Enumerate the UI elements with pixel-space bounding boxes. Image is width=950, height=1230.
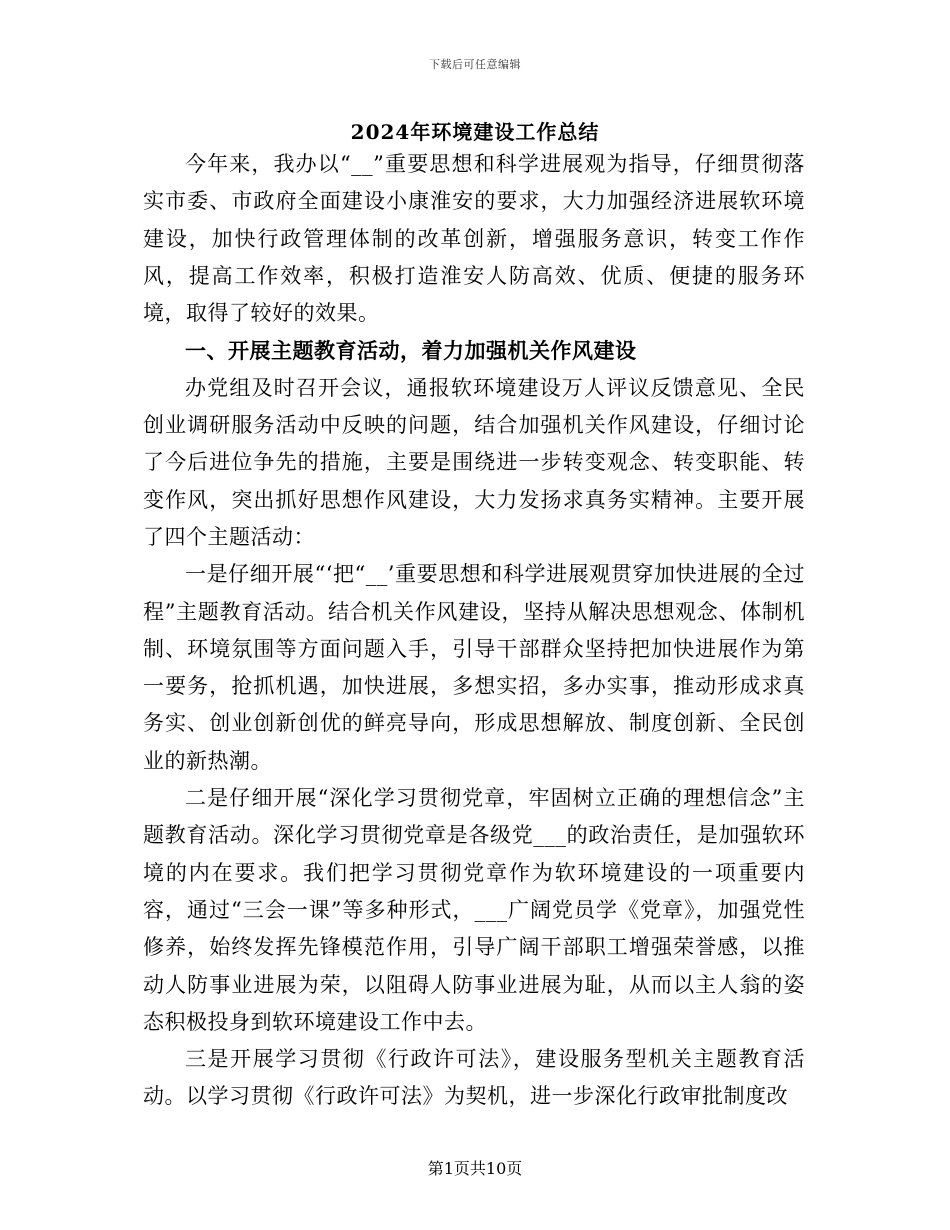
document-title: 2024年环境建设工作总结: [350, 120, 600, 144]
page-number: 第1页共10页: [427, 1159, 523, 1178]
document-body: [143, 146, 805, 1116]
activity-three-paragraph: 三是开展学习贯彻《行政许可法》，建设服务型机关主题教育活动。以学习贯彻《行政许可法》为契机，进一步深化行政审批制度改: [143, 1047, 805, 1109]
intro-paragraph: 今年来，我办以“__”重要思想和科学进展观为指导，仔细贯彻落实市委、市政府全面建设小康淮安的要求，大力加强经济进展软环境建设，加快行政管理体制的改革创新，增强服务意识，转变工作作风，提高工作效率，积极打造淮安人防高效、优质、便捷的服务环境，取得了较好的效果。: [143, 152, 805, 326]
section-paragraph: 办党组及时召开会议，通报软环境建设万人评议反馈意见、全民创业调研服务活动中反映的问题，结合加强机关作风建设，仔细讨论了今后进位争先的措施，主要是围绕进一步转变观念、转变职能、转变作风，突出抓好思想作风建设，大力发扬求真务实精神。主要开展了四个主题活动：: [143, 375, 805, 549]
section-heading: 一、开展主题教育活动，着力加强机关作风建设: [185, 338, 637, 364]
download-note: 下载后可任意编辑: [429, 58, 521, 71]
activity-two-paragraph: 二是仔细开展“深化学习贯彻党章，牢固树立正确的理想信念”主题教育活动。深化学习贯彻党章是各级党___的政治责任，是加强软环境的内在要求。我们把学习贯彻党章作为软环境建设的一项重要内容，通过“三会一课”等多种形式，___广阔党员学《党章》，加强党性修养，始终发挥先锋模范作用，引导广阔干部职工增强荣誉感，以推动人防事业进展为荣，以阻碍人防事业进展为耻，从而以主人翁的姿态积极投身到软环境建设工作中去。: [143, 786, 805, 1034]
activity-one-paragraph: 一是仔细开展“‘把“__’重要思想和科学进展观贯穿加快进展的全过程”主题教育活动。结合机关作风建设，坚持从解决思想观念、体制机制、环境氛围等方面问题入手，引导干部群众坚持把加快进展作为第一要务，抢抓机遇，加快进展，多想实招，多办实事，推动形成求真务实、创业创新创优的鲜亮导向，形成思想解放、制度创新、全民创业的新热潮。: [143, 562, 805, 773]
